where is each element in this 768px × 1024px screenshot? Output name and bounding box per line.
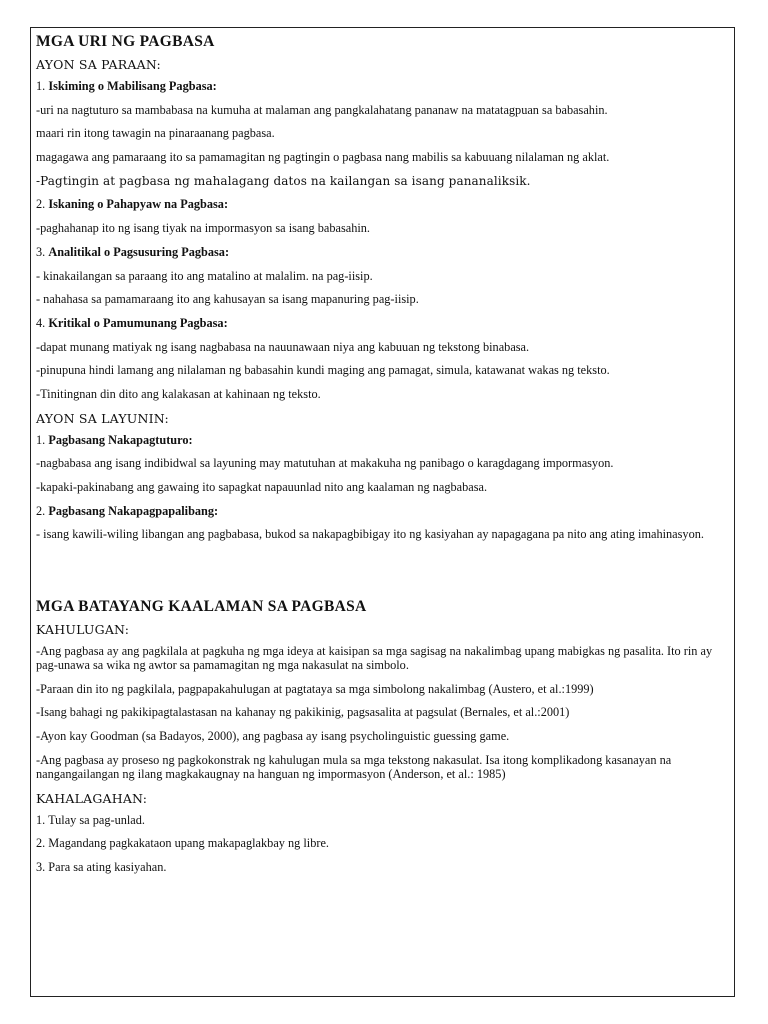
item-title: Kritikal o Pamumunang Pagbasa: — [48, 315, 228, 330]
section-title-batayang-kaalaman: MGA BATAYANG KAALAMAN SA PAGBASA — [36, 598, 367, 616]
paragraph: -kapaki-pakinabang ang gawaing ito sapagkat napauunlad nito ang kaalaman ng nagbabasa. — [36, 480, 488, 494]
paragraph: -paghahanap ito ng isang tiyak na impormasyon sa isang babasahin. — [36, 221, 370, 236]
heading-ayon-sa-paraan: AYON SA PARAAN: — [36, 57, 161, 72]
paragraph: maari rin itong tawagin na pinaraanang pagbasa. — [36, 126, 275, 141]
item-title: Analitikal o Pagsusuring Pagbasa: — [48, 244, 230, 259]
paragraph: - nahahasa sa pamamaraang ito ang kahusayan sa isang mapanuring pag-iisip. — [36, 292, 419, 307]
list-item-title — [36, 504, 730, 518]
item-title: Iskaning o Pahapyaw na Pagbasa: — [48, 197, 229, 212]
paragraph: magagawa ang pamaraang ito sa pamamagitan ng pagtingin o pagbasa nang mabilis sa kabuuang nilalaman ng aklat. — [36, 150, 610, 165]
paragraph: - isang kawili-wiling libangan ang pagbabasa, bukod sa nakapagbibigay ito ng kasiyahan ay napagagana pa nito ang ating imahinasyon. — [36, 527, 704, 542]
item-number: 2. — [36, 197, 46, 212]
item-title: Pagbasang Nakapagtuturo: — [48, 432, 193, 447]
heading-kahalagahan: KAHALAGAHAN: — [36, 790, 148, 806]
item-number: 3. — [36, 244, 46, 259]
paragraph: -Paraan din ito ng pagkilala, pagpapakahulugan at pagtataya sa mga simbolong nakalimbag (Austero, et al.:1999) — [36, 681, 594, 696]
paragraph: -nagbabasa ang isang indibidwal sa layuning may matutuhan at makakuha ng panibago o karagdagang impormasyon. — [36, 456, 614, 471]
list-item: 3. Para sa ating kasiyahan. — [36, 859, 167, 874]
paragraph: -Ang pagbasa ay ang pagkilala at pagkuha ng mga ideya at kaisipan sa mga sagisag na nakalimbag upang mabigkas ng pasalita. Ito rin ay pag-unawa sa wika ng awtor sa pamamagitan ng mga nakasulat na simbolo. — [36, 644, 713, 673]
item-title: Pagbasang Nakapagpapalibang: — [48, 503, 219, 518]
paragraph: -Isang bahagi ng pakikipagtalastasan na kahanay ng pakikinig, pagsasalita at pagsulat (Bernales, et al.:2001) — [36, 705, 570, 720]
item-number: 1. — [36, 432, 46, 447]
list-item: 1. Tulay sa pag-unlad. — [36, 812, 145, 827]
list-item-title — [36, 433, 730, 447]
heading-ayon-sa-layunin: AYON SA LAYUNIN: — [36, 410, 169, 426]
item-number: 1. — [36, 79, 46, 93]
list-item: 2. Magandang pagkakataon upang makapaglakbay ng libre. — [36, 836, 329, 851]
paragraph: -Ang pagbasa ay proseso ng pagkokonstrak ng kahulugan mula sa mga tekstong nakasulat. Isa itong komplikadong kasanayan na nangangailangan ng ilang magkakaugnay na hanguan ng impormasyon (Anderson, et al.: 1985) — [36, 752, 672, 781]
section-title-mga-uri: MGA URI NG PAGBASA — [36, 33, 215, 50]
paragraph: -Pagtingin at pagbasa ng mahalagang datos na kailangan sa isang pananaliksik. — [36, 173, 531, 188]
list-item-title — [36, 245, 730, 259]
list-item-title — [36, 316, 730, 330]
item-number: 4. — [36, 315, 46, 330]
list-item-title — [36, 197, 730, 211]
item-title: Iskiming o Mabilisang Pagbasa: — [48, 79, 217, 93]
item-number: 2. — [36, 503, 46, 518]
paragraph: -Tinitingnan din dito ang kalakasan at kahinaan ng teksto. — [36, 386, 321, 401]
paragraph: -dapat munang matiyak ng isang nagbabasa na nauunawaan niya ang kabuuan ng tekstong binabasa. — [36, 339, 530, 354]
paragraph: - kinakailangan sa paraang ito ang matalino at malalim. na pag-iisip. — [36, 268, 373, 283]
document-page — [30, 27, 735, 997]
section-spacer — [36, 551, 730, 598]
heading-kahulugan: KAHULUGAN: — [36, 622, 130, 638]
paragraph: -Ayon kay Goodman (sa Badayos, 2000), ang pagbasa ay isang psycholinguistic guessing game. — [36, 729, 510, 744]
list-item-title — [36, 79, 730, 93]
paragraph: -pinupuna hindi lamang ang nilalaman ng babasahin kundi maging ang pamagat, simula, katawanat wakas ng teksto. — [36, 363, 610, 378]
paragraph: -uri na nagtuturo sa mambabasa na kumuha at malaman ang pangkalahatang pananaw na matatagpuan sa babasahin. — [36, 102, 608, 117]
